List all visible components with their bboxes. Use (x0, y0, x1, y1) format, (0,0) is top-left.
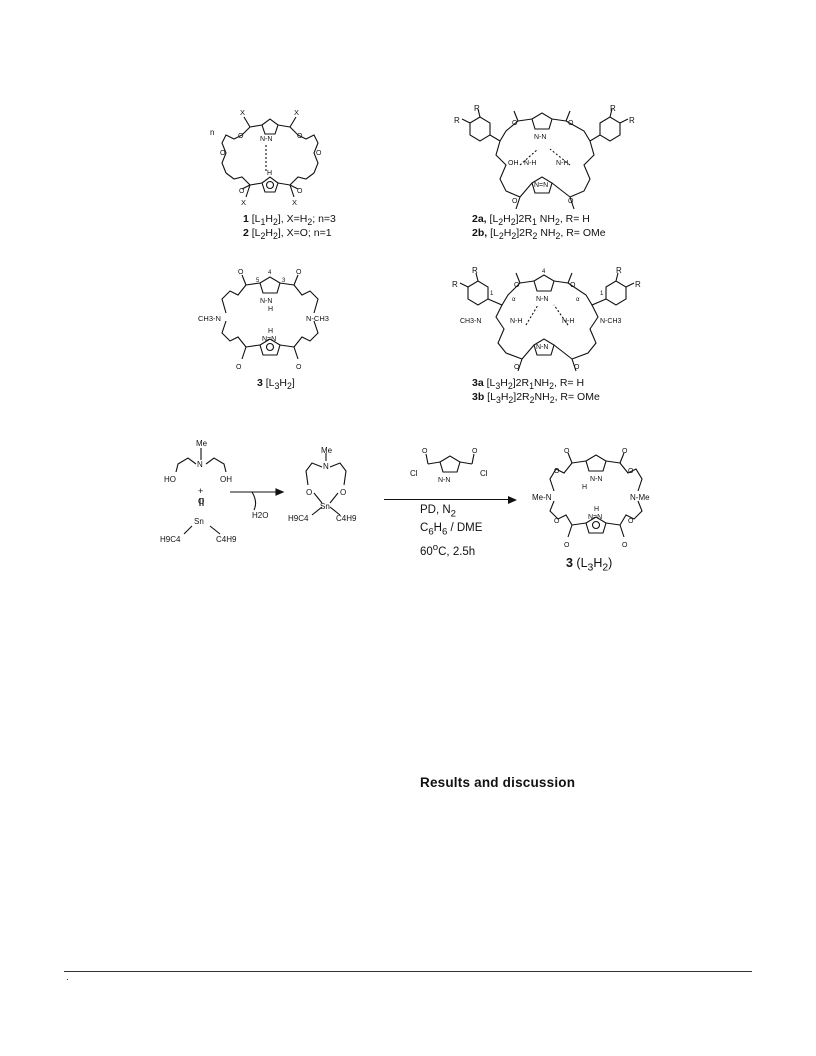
svg-text:O: O (514, 282, 520, 289)
svg-text:R: R (629, 116, 635, 125)
svg-text:N=N: N=N (588, 514, 603, 521)
svg-text:Cl: Cl (480, 469, 488, 478)
structure-compound-1-2 (210, 105, 340, 210)
svg-text:α: α (512, 297, 516, 303)
svg-text:O: O (628, 468, 634, 475)
svg-text:Cl: Cl (410, 469, 418, 478)
svg-text:H9C4: H9C4 (288, 514, 309, 523)
svg-text:H: H (268, 306, 274, 313)
svg-text:X: X (292, 198, 298, 207)
caption-compound-3: 3 $[L_3H_2]$ (257, 377, 295, 392)
svg-text:H: H (267, 170, 273, 177)
svg-text:HO: HO (164, 475, 176, 484)
svg-text:O: O (570, 282, 576, 289)
section-heading-results: Results and discussion (420, 775, 576, 790)
svg-text:O: O (622, 448, 628, 455)
svg-text:Me-N: Me-N (532, 493, 552, 502)
svg-text:O: O (554, 468, 560, 475)
svg-text:N-CH3: N-CH3 (600, 318, 622, 325)
svg-text:H9C4: H9C4 (160, 535, 181, 544)
condition-temperature-time: 60$^o$C, 2.5h (420, 541, 476, 558)
svg-text:O: O (564, 542, 570, 549)
svg-text:OH: OH (508, 160, 519, 167)
svg-text:C4H9: C4H9 (216, 535, 237, 544)
scheme-stannylene-intermediate (286, 445, 366, 525)
caption-compound-2: 2 $[L_2H_2]$, X=O; n=1 (243, 227, 332, 242)
structure-compound-2a-2b (450, 105, 640, 215)
svg-text:O: O (297, 188, 303, 195)
svg-text:R: R (454, 116, 460, 125)
svg-text:N: N (197, 460, 203, 469)
svg-text:N-N: N-N (260, 298, 273, 305)
svg-text:X: X (294, 108, 300, 117)
footnote-mark: · (66, 974, 69, 984)
svg-text:N-N: N-N (438, 477, 451, 484)
svg-text:O: O (238, 133, 244, 140)
scheme-arrow-step1 (228, 480, 288, 520)
atom-n: n (210, 128, 215, 137)
scheme-dichloride-reagent (400, 448, 510, 488)
svg-text:O: O (296, 269, 302, 276)
svg-text:O: O (564, 448, 570, 455)
svg-text:4: 4 (542, 269, 546, 275)
svg-text:5: 5 (256, 278, 260, 284)
svg-text:Me: Me (321, 446, 333, 455)
svg-text:O: O (220, 150, 226, 157)
svg-text:C4H9: C4H9 (336, 514, 357, 523)
svg-text:X: X (241, 198, 247, 207)
svg-text:N: N (323, 462, 329, 471)
caption-compound-2b: 2b, $[L_2H_2]2R_2$ $NH_2$, R= OMe (472, 227, 606, 242)
svg-text:H: H (594, 506, 600, 513)
reaction-conditions (420, 503, 482, 559)
svg-text:Me: Me (196, 440, 208, 448)
caption-compound-3a: 3a $[L_3H_2]2R_1NH_2$, R= H (472, 377, 585, 392)
svg-text:O: O (422, 448, 428, 455)
svg-text:O: O (236, 364, 242, 370)
svg-text:N-H: N-H (556, 160, 569, 167)
scheme-product-label: 3 $(L_3H_2)$ (566, 556, 613, 574)
svg-text:O: O (296, 364, 302, 370)
caption-compound-3b: 3b $[L_3H_2]2R_2NH_2$, R= OMe (472, 391, 600, 406)
svg-text:O: O (512, 120, 518, 127)
structure-compound-3 (198, 265, 343, 370)
svg-text:O: O (297, 133, 303, 140)
svg-text:N-CH3: N-CH3 (306, 314, 329, 323)
svg-text:Sn: Sn (320, 502, 330, 511)
svg-text:N=N: N=N (262, 336, 277, 343)
caption-compound-2a: 2a, $[L_2H_2]2R_1$ $NH_2$, R= H (472, 213, 590, 228)
svg-text:X: X (240, 108, 246, 117)
svg-text:H: H (582, 484, 588, 491)
svg-text:O: O (628, 518, 634, 525)
svg-text:O: O (340, 488, 347, 497)
svg-text:R: R (452, 280, 458, 289)
svg-text:1: 1 (600, 291, 604, 297)
svg-text:O: O (622, 542, 628, 549)
condition-atmosphere: PD, $N_2$ (420, 504, 456, 520)
svg-text:O: O (239, 188, 245, 195)
svg-text:CH3-N: CH3-N (460, 318, 482, 325)
svg-text:O: O (568, 198, 574, 205)
svg-text:Sn: Sn (194, 517, 204, 526)
svg-text:O: O (514, 364, 520, 371)
scheme-product-3 (530, 445, 660, 550)
footnote-rule (64, 971, 752, 972)
svg-text:R: R (474, 105, 480, 113)
svg-text:N-N: N-N (260, 136, 273, 143)
svg-text:O: O (238, 269, 244, 276)
caption-compound-1: 1 $[L_1H_2]$, $X=H_2$; n=3 (243, 213, 336, 228)
condition-solvent: $C_6H_6$ / DME (420, 522, 483, 538)
svg-text:O: O (512, 198, 518, 205)
svg-text:H: H (268, 328, 274, 335)
structure-compound-3a-3b (450, 265, 645, 375)
svg-text:N-Me: N-Me (630, 493, 650, 502)
svg-text:R: R (472, 266, 478, 275)
svg-text:H2O: H2O (252, 511, 269, 520)
svg-text:N=N: N=N (534, 182, 549, 189)
svg-text:3: 3 (282, 278, 286, 284)
svg-text:+: + (198, 486, 204, 496)
svg-text:N-N: N-N (536, 344, 549, 351)
svg-text:O: O (574, 364, 580, 371)
svg-text:OH: OH (220, 475, 232, 484)
svg-text:R: R (616, 266, 622, 275)
svg-text:O: O (306, 488, 313, 497)
svg-text:R: R (635, 280, 641, 289)
svg-text:N-N: N-N (590, 476, 603, 483)
svg-text:O: O (316, 150, 322, 157)
svg-text:O: O (472, 448, 478, 455)
svg-text:R: R (610, 105, 616, 113)
svg-text:1: 1 (490, 291, 494, 297)
svg-text:4: 4 (268, 270, 272, 276)
svg-text:N-H: N-H (510, 318, 523, 325)
svg-text:N-N: N-N (536, 296, 549, 303)
svg-text:N-N: N-N (534, 134, 547, 141)
svg-text:α: α (576, 297, 580, 303)
svg-text:CH3-N: CH3-N (198, 314, 221, 323)
svg-text:O: O (568, 120, 574, 127)
svg-text:O: O (198, 497, 205, 506)
svg-text:N-H: N-H (524, 160, 537, 167)
svg-text:O: O (554, 518, 560, 525)
svg-text:N-H: N-H (562, 318, 575, 325)
